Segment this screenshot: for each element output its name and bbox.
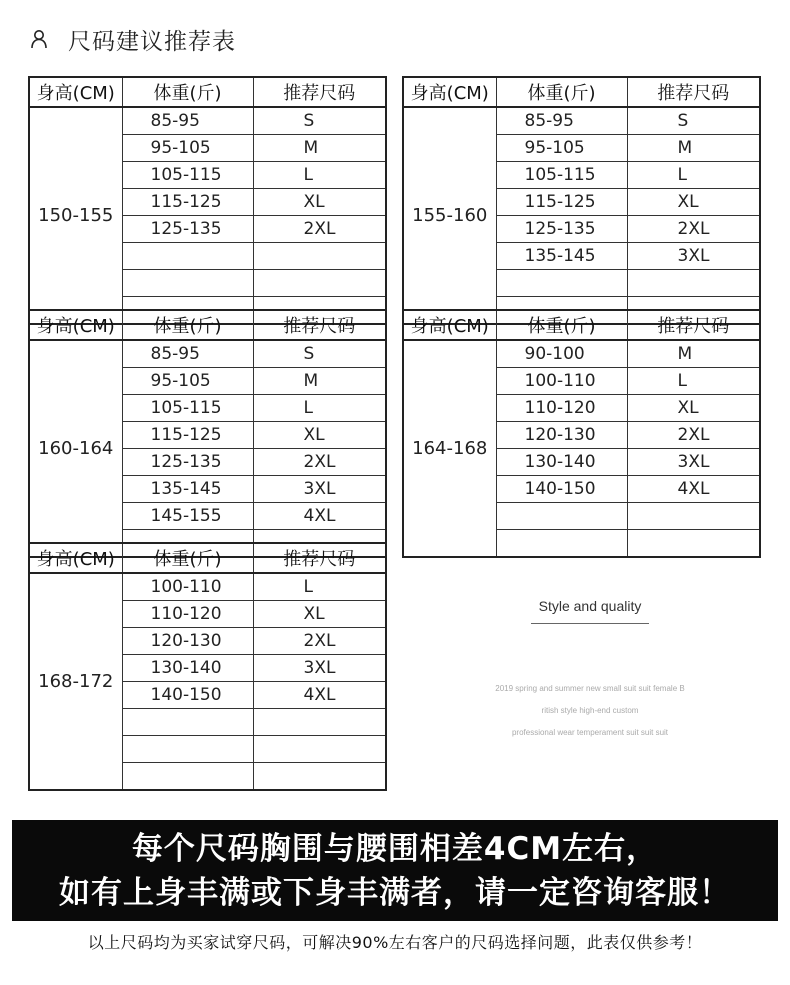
weight-cell: 130-140	[122, 655, 253, 682]
column-header-height: 身高(CM)	[29, 77, 122, 107]
column-header-size: 推荐尺码	[627, 310, 760, 340]
size-cell: 3XL	[253, 655, 386, 682]
size-cell	[253, 763, 386, 791]
size-table-3	[28, 309, 387, 558]
size-cell	[253, 736, 386, 763]
weight-cell: 120-130	[122, 628, 253, 655]
weight-cell: 135-145	[496, 243, 627, 270]
height-range-cell: 150-155	[29, 107, 122, 324]
weight-cell: 100-110	[496, 368, 627, 395]
column-header-size: 推荐尺码	[627, 77, 760, 107]
size-cell: XL	[253, 422, 386, 449]
weight-cell: 115-125	[122, 422, 253, 449]
weight-cell	[122, 270, 253, 297]
size-cell: M	[253, 368, 386, 395]
weight-cell	[122, 243, 253, 270]
size-table-5	[28, 542, 387, 791]
size-cell: L	[253, 162, 386, 189]
size-cell: M	[627, 340, 760, 368]
style-caption-3: professional wear temperament suit suit suit	[511, 728, 669, 737]
weight-cell: 115-125	[496, 189, 627, 216]
size-table-2	[402, 76, 761, 325]
notice-banner	[12, 820, 778, 921]
weight-cell: 120-130	[496, 422, 627, 449]
size-cell: 3XL	[253, 476, 386, 503]
size-cell	[253, 270, 386, 297]
weight-cell: 95-105	[122, 368, 253, 395]
weight-cell: 130-140	[496, 449, 627, 476]
style-quality-block	[470, 598, 710, 624]
notice-line-2: 如有上身丰满或下身丰满者，请一定咨询客服！	[59, 874, 731, 911]
notice-line-1: 每个尺码胸围与腰围相差4CM左右，	[131, 830, 659, 867]
column-header-height: 身高(CM)	[29, 543, 122, 573]
weight-cell: 85-95	[122, 340, 253, 368]
weight-cell: 125-135	[496, 216, 627, 243]
size-cell: L	[627, 162, 760, 189]
table-row	[29, 340, 386, 368]
size-cell: 2XL	[627, 422, 760, 449]
size-cell: S	[253, 107, 386, 135]
size-cell: S	[253, 340, 386, 368]
style-title: Style and quality	[538, 598, 642, 614]
size-cell: L	[253, 573, 386, 601]
column-header-size: 推荐尺码	[253, 77, 386, 107]
size-cell	[253, 243, 386, 270]
size-table-1	[28, 76, 387, 325]
height-range-cell: 164-168	[403, 340, 496, 557]
column-header-weight: 体重(斤)	[496, 310, 627, 340]
size-cell: S	[627, 107, 760, 135]
table-header-row	[29, 310, 386, 340]
size-cell	[627, 270, 760, 297]
size-cell	[627, 503, 760, 530]
person-icon	[30, 29, 48, 49]
weight-cell: 95-105	[122, 135, 253, 162]
table-header-row	[403, 310, 760, 340]
page-header	[30, 22, 236, 56]
table-row	[403, 340, 760, 368]
table-header-row	[29, 543, 386, 573]
footer-note: 以上尺码均为买家试穿尺码，可解决90%左右客户的尺码选择问题，此表仅供参考！	[87, 933, 703, 952]
weight-cell	[496, 530, 627, 558]
size-cell: 4XL	[253, 503, 386, 530]
size-cell	[627, 530, 760, 558]
size-cell	[253, 709, 386, 736]
size-cell: 3XL	[627, 243, 760, 270]
weight-cell	[122, 709, 253, 736]
size-cell: 2XL	[253, 216, 386, 243]
weight-cell: 85-95	[122, 107, 253, 135]
height-range-cell: 160-164	[29, 340, 122, 557]
weight-cell: 140-150	[122, 682, 253, 709]
weight-cell: 105-115	[122, 162, 253, 189]
weight-cell: 145-155	[122, 503, 253, 530]
weight-cell: 100-110	[122, 573, 253, 601]
column-header-weight: 体重(斤)	[122, 310, 253, 340]
size-cell: M	[253, 135, 386, 162]
size-cell: 4XL	[627, 476, 760, 503]
size-cell: XL	[253, 189, 386, 216]
weight-cell: 95-105	[496, 135, 627, 162]
column-header-size: 推荐尺码	[253, 543, 386, 573]
size-cell: L	[627, 368, 760, 395]
column-header-weight: 体重(斤)	[496, 77, 627, 107]
size-cell: XL	[627, 395, 760, 422]
weight-cell	[122, 736, 253, 763]
weight-cell: 125-135	[122, 449, 253, 476]
style-caption-1: 2019 spring and summer new small suit suit female B	[495, 684, 685, 693]
table-row	[29, 573, 386, 601]
style-caption-2: ritish style high-end custom	[541, 706, 639, 715]
column-header-weight: 体重(斤)	[122, 77, 253, 107]
weight-cell: 135-145	[122, 476, 253, 503]
page-title: 尺码建议推荐表	[68, 28, 236, 55]
table-header-row	[29, 77, 386, 107]
style-divider	[531, 623, 649, 624]
weight-cell: 125-135	[122, 216, 253, 243]
weight-cell: 110-120	[122, 601, 253, 628]
weight-cell: 85-95	[496, 107, 627, 135]
column-header-size: 推荐尺码	[253, 310, 386, 340]
weight-cell	[496, 503, 627, 530]
size-cell: M	[627, 135, 760, 162]
weight-cell: 90-100	[496, 340, 627, 368]
size-cell: 2XL	[253, 628, 386, 655]
column-header-height: 身高(CM)	[29, 310, 122, 340]
column-header-weight: 体重(斤)	[122, 543, 253, 573]
table-row	[29, 107, 386, 135]
weight-cell	[496, 270, 627, 297]
height-range-cell: 168-172	[29, 573, 122, 790]
weight-cell	[122, 763, 253, 791]
height-range-cell: 155-160	[403, 107, 496, 324]
weight-cell: 110-120	[496, 395, 627, 422]
weight-cell: 115-125	[122, 189, 253, 216]
size-cell: 2XL	[253, 449, 386, 476]
size-cell: L	[253, 395, 386, 422]
column-header-height: 身高(CM)	[403, 310, 496, 340]
size-cell: 4XL	[253, 682, 386, 709]
table-row	[403, 107, 760, 135]
weight-cell: 105-115	[496, 162, 627, 189]
column-header-height: 身高(CM)	[403, 77, 496, 107]
size-cell: XL	[253, 601, 386, 628]
table-header-row	[403, 77, 760, 107]
size-cell: 2XL	[627, 216, 760, 243]
size-cell: XL	[627, 189, 760, 216]
size-cell: 3XL	[627, 449, 760, 476]
weight-cell: 105-115	[122, 395, 253, 422]
size-table-4	[402, 309, 761, 558]
weight-cell: 140-150	[496, 476, 627, 503]
